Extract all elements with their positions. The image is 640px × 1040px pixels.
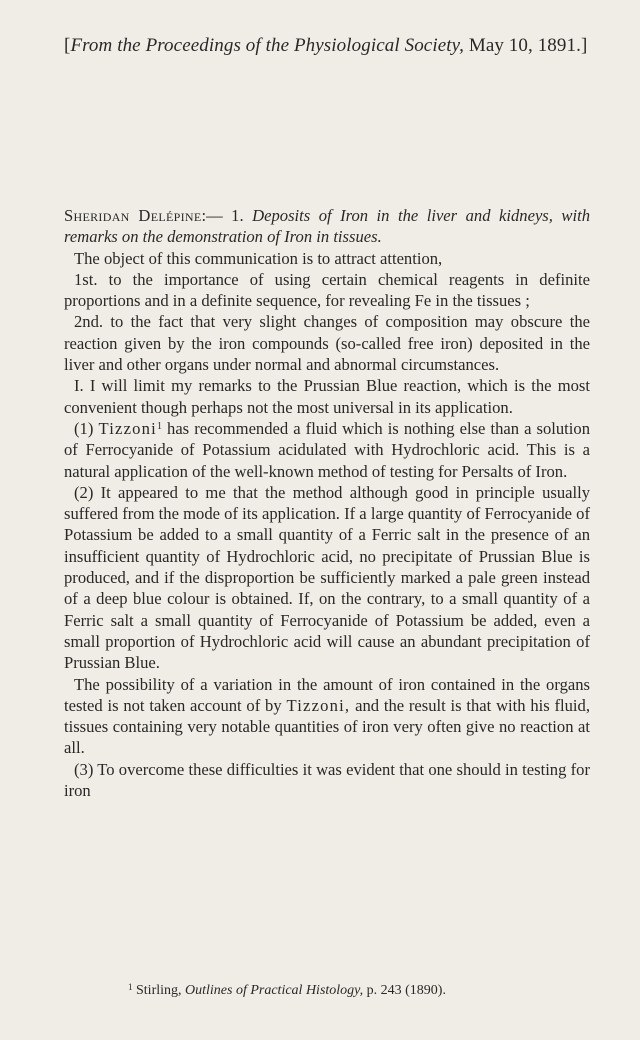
paragraph-1: The object of this communication is to attract attention, bbox=[74, 248, 443, 268]
article-heading bbox=[64, 205, 590, 248]
p5-rest: has recommended a fluid which is nothing else than a solution of Ferrocyanide of Potassium acidulated with Hydrochloric acid. This is a natural application of the well-known method of testing for Persalts of Iron. bbox=[64, 418, 591, 481]
footnote-marker: 1 bbox=[128, 982, 133, 992]
article-body bbox=[64, 205, 590, 801]
paragraph-3: 2nd. to the fact that very slight changes of composition may obscure the reaction given by the iron compounds (so-called free iron) deposited in the liver and other organs under normal and abnormal circumstances. bbox=[64, 312, 590, 375]
footnote-work: Outlines of Practical Histology, bbox=[185, 983, 364, 998]
paragraph-2: 1st. to the importance of using certain chemical reagents in definite proportions and in a definite sequence, for revealing Fe in the tissues ; bbox=[64, 269, 590, 311]
footnote-ref-text: p. 243 (1890). bbox=[366, 983, 446, 998]
paragraph-6: (2) It appeared to me that the method although good in principle usually suffered from the mode of its application. If a large quantity of Ferrocyanide of Potassium be added to a small quantity of a Ferric salt in the presence of an insufficient quantity of Hydrochloric acid, no precipitate of Prussian Blue is produced, and if the disproportion be sufficiently marked a pale green instead of a deep blue colour is obtained. If, on the contrary, to a small quantity of a Ferric salt a small quantity of Ferrocyanide of Potassium be added, even a small proportion of Hydrochloric acid will cause an abundant precipitation of Prussian Blue. bbox=[64, 482, 590, 673]
paragraph-7 bbox=[64, 674, 590, 759]
heading-lead: :— 1. bbox=[201, 206, 244, 225]
p7-rest: and the result is that with his fluid, tissues containing very notable quantities of iron very often give no reaction at all. bbox=[64, 695, 590, 758]
header-open-bracket: [ bbox=[64, 35, 71, 56]
p5-start: (1) bbox=[74, 418, 94, 438]
cited-author-tizzoni: Tizzoni bbox=[98, 418, 157, 438]
paragraph-8: (3) To overcome these difficulties it was evident that one should in testing for iron bbox=[64, 759, 590, 801]
footnote bbox=[128, 982, 588, 1000]
header-date: May 10, 1891.] bbox=[468, 35, 588, 56]
header-source: From the Proceedings of the Physiological Society, bbox=[70, 35, 464, 56]
paragraph-4: I. I will limit my remarks to the Prussian Blue reaction, which is the most convenient though perhaps not the most universal in its application. bbox=[64, 376, 590, 417]
article-title: Deposits of Iron in the liver and kidneys, with remarks on the demonstration of Iron in tissues. bbox=[64, 206, 590, 247]
p7-start: The possibility of a variation in the amount of iron contained in the organs tested is not taken account of by bbox=[64, 674, 590, 715]
cited-author-tizzoni-2: Tizzoni, bbox=[286, 695, 351, 715]
running-header bbox=[64, 34, 588, 58]
footnote-ref: 1 bbox=[156, 420, 162, 432]
footnote-author: Stirling, bbox=[136, 983, 182, 998]
author-name: Sheridan Delépine bbox=[64, 206, 202, 225]
paragraph-5 bbox=[64, 418, 590, 482]
